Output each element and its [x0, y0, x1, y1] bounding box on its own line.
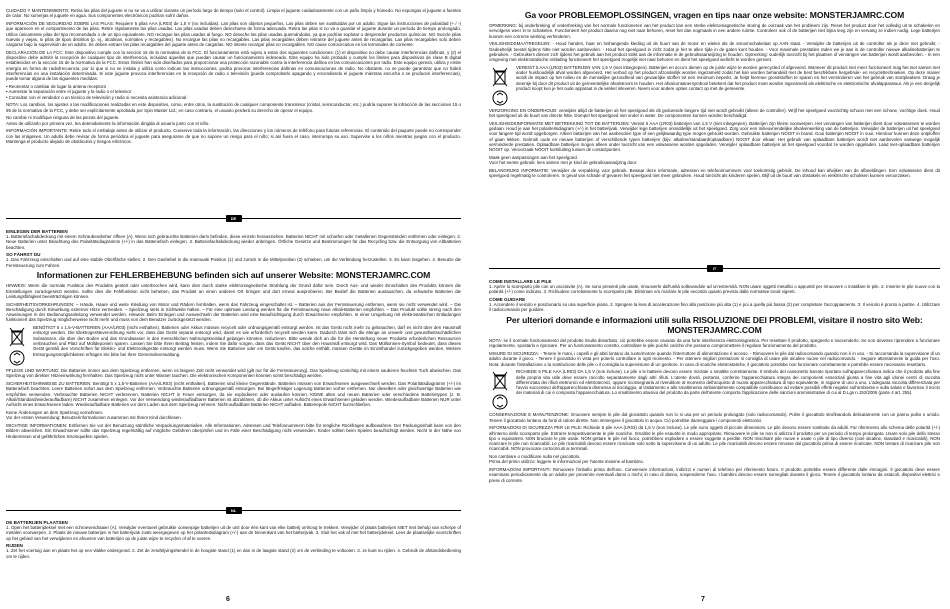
driving-it: 1. Accendere il veicolo e posizionarlo su una superficie piana. 2. Spingere la leva di accelerazione fino alla posizione più alta (1) e poi a quella più bassa (2) per completare l'accoppiamento. 3. Il veicolo è pronto a partire. 4. Utilizzare il radiocomando per guidare. [489, 301, 940, 313]
battery-recycle-icon [9, 350, 25, 366]
care-maintenance-es: CUIDADO Y MANTENIMIENTO: Retira las pilas del juguete si no se va a utilizar durante un período largo de tiempo (solo el control). Limpia el juguete cuidadosamente con un paño limpio y húmedo. No expongas el juguete a fuentes de calor. No sumerjas el juguete en agua. Sus componentes electrónicos podrían sufrir daños. [6, 8, 461, 19]
safety-nl: VEILIGHEIDSMAATREGELEN: - Houd handen, haar en loshangende kleding uit de buurt van de motor en wielen als de stroomschakelaar op AAN staat. - Verwijder de batterijen uit de controller als je deze niet gebruikt. - Gedeeltelijk toestel tijdens hitte niet worden aanbevolen. - Houd het speelgoed in zicht zodat je het te allen tijde in de gaten kunt houden. - Voor maximale prestaties raden we je aan in de controller nieuwe alkalinebatterijen te gebruiken. - Gebruikers dienen zich tijdens het gebruik aan het product strikt aan de informatie in de gebruiksaanwijzing te houden. Opmerking: ouderlijk toezicht bij het plaatsen of vervangen van batterijen wordt aanbevolen. - In een omgeving met elektrostatische ontlading functioneert het speelgoed mogelijk niet naar behoren en dient het speelgoed wellicht te worden gereset. [489, 41, 940, 63]
safety-it: MISURE DI SICUREZZA: - Tenere le mani, i capelli e gli abiti lontano da ruote/motore quando l'interruttore di alimentazione è acceso. - Rimuovere le pile dal radiocomando quando non è in uso. - Si raccomanda la supervisione di un adulto durante il gioco. - Tenere il giocattolo in vista per poterlo controllare in ogni momento. - Per ottenere migliori prestazioni si consiglia di usare pile alcaline nuove nel radiocomando. - Seguire attentamente la guida per l'uso. Nota: durante l'installazione o la sostituzione delle pile o il consiglia la supervisione di un genitore. In caso di scariche elettrostatiche, il giocattolo potrebbe non funzionare correttamente e potrebbe essere necessario resettarlo. [489, 350, 940, 367]
page-number-left: 6 [226, 596, 230, 603]
first-use-de: Keine Änderungen an dem Spielzeug vornehmen. Vor der ersten Verwendung: Benutzerinformationen zusammen mit Ihrem Kind durchlesen. [6, 409, 182, 421]
section-heading: COME INSTALLARE LE PILE [489, 279, 552, 284]
troubleshooting-title-nl: Ga voor PROBLEEMOPLOSSINGEN, vragen en tips naar onze website: MONSTERJAMRC.COM [524, 10, 905, 20]
battery-disposal-it: RICHIEDE 5 PILE AAA (LR03) DA 1,5 V (non incluse). Le pile o le batterie devono essere riciclate o smaltite correttamente. Il simbolo del cassonetto barrato riportato sull'apparecchiatura indica che il prodotto alla fine della propria vita utile deve essere raccolto separatamente dagli altri rifiuti. L'utente dovrà, pertanto, conferire l'apparecchiatura integra dei componenti essenziali giunta a fine vita agli idonei centri di raccolta differenziata dei rifiuti elettronici ed elettrotecnici, oppure riconsegnarla al rivenditore al momento dell'acquisto di nuova apparecchiatura di tipo equivalente, in ragione di uno a uno. L'adeguata raccolta differenziata per l'avvio successivo dell'apparecchiatura dismessa al riciclaggio, al trattamento e allo smaltimento ambientalmente compatibile contribuisce ad evitare possibili effetti negativi sull'ambiente e sulla salute e favorisce il riciclo dei materiali di cui è composta l'apparecchiatura. Lo smaltimento abusivo del prodotto da parte dell'utente comporta l'applicazione delle sanzioni amministrative di cui al D.Lgs n.152/2006 (parte 4 art. 255). [516, 369, 940, 396]
dutch-section-start [6, 519, 461, 561]
battery-recycle-icon [492, 90, 508, 106]
page-7 [475, 0, 950, 609]
section-heading: DE BATTERIJEN PLAATSEN [6, 520, 68, 525]
language-badge-nl: NL [226, 507, 242, 514]
safety-de: SICHERHEITSVORKEHRUNGEN: – Hände, Haare und weite Kleidung von Motor und Rädern fernhalten, wenn das Fahrzeug eingeschaltet ist. – Batterien aus der Fernsteuerung entfernen, wenn sie nicht verwendet wird. – Die Beschädigung durch Einwirkung extremer Hitze vermeiden. – Spielzeug stets in Sichtweite halten. – Für eine optimale Leistung werden für die Fernsteuerung neue Alkali-Batterien empfohlen. – Das Produkt sollte streng nach den Anweisungen in der Bedienungsanleitung verwendet werden. Hinweis: Beim Einlegen und Auswechseln der Batterien wird eine Beaufsichtigung durch Erwachsene empfohlen. In einer Umgebung mit elektrostatischen Entladungen funktioniert das Spielzeug möglicherweise nicht mehr und muss von dem Benutzer zurückgesetzt werden. [6, 301, 461, 323]
care-it: CONSERVAZIONE E MANUTENZIONE: rimuovere sempre le pile dal giocattolo quando non lo si usa per un periodo prolungato (solo radiocomando). Pulire il giocattolo strofinandolo delicatamente con un panno pulito e umido. Tenere il giocattolo lontano da fonti di calore dirette. Non immergere il giocattolo in acqua. Ciò potrebbe danneggiare i componenti elettronici. [489, 412, 940, 423]
important-info-nl: BELANGRIJKE INFORMATIE: Verwijder de verpakking voor gebruik. Bewaar deze informatie, adressen en telefoonnummers voor toekomstig gebruik. De inhoud kan afwijken van de afbeeldingen. Een volwassene dient dit speelgoed regelmatig te controleren. In geval van schade of gevaren het speelgoed niet meer gebruiken. Houd toezicht als kinderen spelen. Blijf uit de buurt van obstakels en elektrische schokken kunnen veroorzaken. [489, 168, 940, 179]
dutch-section-continued [489, 8, 940, 181]
section-heading: EINLEGEN DER BATTERIEN [6, 229, 68, 234]
battery-safety-es: INFORMACIÓN DE SEGURIDAD SOBRE LAS PILAS: Requiere 5 pilas AAA (LR03) de 1,5 V (no incluidas). Las pilas son objetos pequeños. Las pilas deben ser sustituidas por un adulto. Sigue las instrucciones de polaridad (+ / -) que aparecen en el compartimento de las pilas. Retire rápidamente las pilas usadas. Las pilas usadas deben desecharse de forma adecuada. Retira las pilas si no va a guardar el juguete durante un período de tiempo prolongado. Utilice únicamente pilas del tipo recomendado o de un tipo equivalente. NO recargue las pilas usadas al fuego. NO deseche las pilas usadas quemándolas, ya que podrían explotar o desprender productos químicos. NO mezcle pilas nuevas y viejas, ni pilas de tipos distintos (p. ej., alcalinas, normales y recargables). No recargue las pilas no recargables. Las pilas recargables deben retirarse del juguete antes de recargarlas. Las pilas recargables solo deben cargarse bajo la supervisión de un adulto. Se deben extraer las pilas recargables del juguete antes de cargarlas. NO intente recargar pilas no recargables. NO cause cortocircuitos en los terminales de corriente. [6, 20, 461, 48]
battery-install-de: 1. Batteriefachabdeckung mit einem Schraubendreher öffnen (A). Wenn sich gebrauchte Batterien darin befinden, diese einzeln herausziehen. Batterien NICHT mit scharfen oder metallenen Gegenständen entfernen oder einlegen. 2. Neue Batterien unter Beachtung des Polaritätsdiagramms (+/-) in das Batteriefach einlegen. 3. Batteriefachabdeckung wieder anbringen. Örtliche Gesetze und Bestimmungen für das Recycling bzw. die Entsorgung von Altbatterien beachten. [6, 234, 461, 250]
section-heading: RIJDEN [6, 543, 23, 549]
italian-section [489, 278, 940, 485]
battery-disposal-block-de [6, 325, 461, 366]
driving-nl: 1. Zet het voertuig aan en plaats het op een vlakke ondergrond. 2. Zet de zendtrijvingshendel in de hoogste stand (1) en dan in de laagste stand (2) om de verbinding te voltooien. 3. Je kunt nu rijden. 4. Gebruik de afstandsbediening om te rijden. [6, 548, 461, 559]
crossed-bin-icon [491, 67, 509, 87]
note-nl: OPMERKING: bij onderbreking of onderbreking van het normale functioneren van het product kan een sterke elektromagnetische storing de oorzaak van het probleem zijn. Reset het product door het volledig uit te schakelen en vervolgens weer in te schakelen. Functioneert het product daarna nog niet naar behoren, reset het dan nogmaals in een andere ruimte. Controleer ook of de batterijen niet bijna leeg zijn en vervang ze indien nodig. Lege batterijen kunnen een correcte werking verhinderen. [489, 23, 940, 39]
crossed-bin-icon [491, 371, 509, 391]
battery-recycle-icon [492, 394, 508, 410]
care-nl: VERZORGING EN ONDERHOUD: verwijder altijd de batterijen uit het speelgoed als dit gedurende langere tijd niet wordt gebruikt (alleen de controller). Wrijf het speelgoed voorzichtig schoon met een schone, vochtige doek. Houd het speelgoed uit de buurt van directe hitte. Dompel het speelgoed niet onder in water. De componenten kunnen worden beschadigd. [489, 107, 940, 119]
crossed-bin-icon [8, 327, 26, 347]
first-use-es: No cambie ni modifique ninguna de las piezas del juguete. Antes de utilizarlo por primera vez, lea detenidamente la información dirigida al usuario junto con el niño. [6, 115, 210, 126]
important-info-es: INFORMACIÓN IMPORTANTE: Retire todo el embalaje antes de utilizar el producto. Conserve toda la información, las direcciones y los números de teléfono para futuras referencias. El contenido del paquete puede no corresponder con las imágenes. Un adulto debe revisar de forma periódica el juguete para asegurarse de que no supone un riesgo para el niño; si así fuera el caso, interrumpa su uso. Supervise a los niños mientras juegan con el producto. Mantenga el producto alejado de obstáculos y riesgos eléctricos. [6, 128, 461, 144]
battery-install-nl: 1. Open het batterijdeksel met een schroevendraaier (A). Verwijder eventueel gebruikte oorwerpige batterijen uit de unit door één kant van elke batterij omhoog te trekken. Verwijder of plaats batterijen NIET met behulp van scherpe of metalen voorwerpen. 2. Plaats de nieuwe batterijen in het batterijvak zoals weergegeven op het polariteitsdiagram (+/-) aan de binnenkant van het batterijvak. 3. Sluit het vak af met het batterijdeksel. Lees de plaatselijke voorschriften op het gebied van het verwijderen en afvoeren van batterijen op de juiste wijze te recyclen of af te voeren. [6, 525, 461, 541]
fcc-measures-es: • Reorientar o cambiar de lugar la antena receptora • Aumentar la separación entre el juguete y la radio o el televisor • Consultar con el vendedor o un técnico de televisión y radio si necesita asistencia adicional. [6, 84, 188, 100]
important-info-de: WICHTIGE INFORMATIONEN: Entfernen Sie vor der Benutzung sämtliche Verpackungsmaterialien. Alle Informationen, Adressen und Telefonnummern bitte für mögliche Rückfragen aufbewahren. Der Packungsinhalt kann von den Bildern abweichen. Ein Erwachsener sollte das Spielzeug regelmäßig auf mögliche Gefahren überprüfen und im Falle einer Beschädigung nicht verwenden. Kinder sollten beim Spielen beaufsichtigt werden. Nicht in der Nähe von Hindernissen und gefährlichen Stromquellen spielen. [6, 422, 461, 439]
care-de: PFLEGE UND WARTUNG: Die Batterien immer aus dem Spielzeug entfernen, wenn es längere Zeit nicht verwendet wird (gilt nur für die Fernsteuerung). Das Spielzeug vorsichtig mit einem sauberen feuchten Tuch abwischen. Das Spielzeug von direkter Hitzeeinwirkung fernhalten. Das Spielzeug nicht unter Wasser tauchen. Die elektronischen Komponenten könnten sonst beschädigt werden. [6, 368, 461, 379]
first-use-it: Non cambiare o modificare nulla nel giocattolo. Prima del primo utilizzo: leggere le informazioni per l'utente insieme al bambino. [489, 454, 645, 465]
german-section [6, 228, 461, 441]
fcc-declaration-es: DECLARACIÓN DE LA FCC: Este dispositivo cumple con la sección 15 de la normativa de la FCC. El funcionamiento está sujeto a estas dos siguientes condiciones: (1) el dispositivo no debe causar interferencias dañinas, y (2) el dispositivo debe admitir la recepción de cualquier tipo de interferencia, incluidas aquellas que puedan causar un funcionamiento indeseado. Este equipo ha sido probado y cumple los límites para dispositivos de clase B digital establecidos en la sección 15 de la normativa de la FCC. Estos límites han sido diseñados para proporcionar una protección razonable contra la interferencia dañina en las comunicaciones por radio. Este equipo genera, utiliza y emite energía en forma de radiofrecuencia, por lo que si no se instala y utiliza como indican las instrucciones, podría provocar interferencias dañinas en comunicaciones de radio. No obstante, no se puede garantizar que no habrá interferencias en una instalación determinada. Si este juguete provoca interferencias en la recepción de radio o televisión (puede comprobarlo apagando y encendiendo el juguete mientras escucha o se producen interferencias), puede tomar alguna de las siguientes medidas: [6, 49, 461, 82]
battery-disposal-de: BENÖTIGT 5 x 1,5-V-BATTERIEN (AAA/LR03) (nicht enthalten). Batterien oder Akkus müssen recycelt oder ordnungsgemäß entsorgt werden. Ist das Gerät nicht mehr zu gebrauchen, darf es nicht über den Hausmüll entsorgt werden. Die Elektrogeräteverordnung sieht vor, dass das Gerät separat entsorgt wird, damit es wie erforderlich recycelt werden kann. Dadurch lässt sich die Menge an umwelt- und gesundheitsschädlichen Substanzen, die über den Boden und das Grundwasser in den menschlichen Nahrungskreislauf gelangen könnten, reduzieren. Bitte wende dich an die für die Herstellung neuer Produkte erforderlichen Ressourcen verbrauchen und Platz auf Mülldeponien sparen. Lassen Sie bitte Ihren Beitrag leisten, indem Sie dafür sorgen, dass das Gerät NICHT über den Hausmüll entsorgt wird. Das Mülltonnen-Symbol bedeutet, dass dieses Gerät gemäß den Vorschriften für Elektro- und Elektronikgeräte entsorgt werden muss. Wenn Sie Batterien oder ein Gerät kaufen, das solche enthält, müssen Geräte im Einzelhandel zurückgegeben werden. Weitere Entsorgungsmöglichkeiten erfragen Sie bitte bei Ihrer Gemeindeverwaltung. [33, 325, 461, 357]
language-badge-de: DE [226, 215, 242, 222]
battery-install-it: 1. Aprire lo scomparto pile con un cacciavite (A). Se sono presenti pile usate, rimuoverle dall'unità sollevandole ad un'estremità. NON usare oggetti metallici o appuntiti per rimuovere o installare le pile. 2. Inserire le pile nuove con la polarità (+/-) come indicato. 3. Richiudere correttamente lo scomparto pile. Eliminare e/o riciclare le pile secondo quanto previsto dalle normative locali vigenti. [489, 284, 940, 295]
fcc-note-es: NOTA: Los cambios, los ajustes o las modificaciones realizadas en este dispositivo, como, entre otros, la sustitución de cualquier componente transmisor (cristal, semiconductor, etc.) podría suponer la infracción de las secciones 15 o 95 de la normativa de la FCC, y debe ser explícitamente aprobada por Spin Master Ltd.; en caso contrario, el usuario perderá su derecho de operar el equipo. [6, 102, 461, 113]
troubleshooting-title-de: Informationen zur FEHLERBEHEBUNG befinden sich auf unserer Website: MONSTERJAMRC.COM [36, 270, 431, 281]
battery-safety-de: SICHERHEITSHINWEISE ZU BATTERIEN: Benötigt 5 x 1,5-V-Batterien (AAA/LR03) (nicht enthalten). Batterien sind kleine Gegenstände. Batterien müssen von Erwachsenen ausgewechselt werden. Das Polaritätsdiagramm (+/-) im Batteriefach beachten. Leere Batterien sofort aus dem Spielzeug entfernen. Verbrauchte Batterien ordnungsgemäß entsorgen. Bei längerfristiger Lagerung Batterien vorher entfernen. Nur dieselben oder gleichwertige Batterien wie empfohlen verwenden. Verbrauchte Batterien NICHT verbrennen. Batterien NICHT in Feuer entsorgen, da sie explodieren oder auslaufen können. KEINE alten und neuen Batterien oder verschiedene Batterietypen (z. B. Alkali/Standard/wiederaufladbare) NICHT zusammen einlegen. Vor der Verwendung wiederaufladbarer Batterien ist abzuklären, ob die Akkus unter Aufsicht eines Erwachsenen geladen werden. Wiederaufladbare Batterien NUR unter Aufsicht eines Erwachsenen laden. Wiederaufladbare Batterien vor dem Laden aus dem Spielzeug nehmen. Nicht-aufladbare Batterien NICHT aufladen. Batteriepole NICHT kurzschließen. [6, 381, 461, 408]
section-heading: SO FÄHRST DU [6, 252, 41, 258]
spanish-section [6, 8, 461, 147]
section-heading: COME GUIDARE [489, 296, 526, 302]
note-de: HINWEIS: Wenn die normale Funktion des Produkts gestört oder unterbrochen wird, kann dies durch starke elektromagnetische Strahlung der Grund dafür sein. Durch Aus- und wieder Einschalten des Produkts können die Einstellungen zurückgesetzt werden. Sollte dies die Fehlfunktion nicht beheben, das Produkt an einen anderen Ort bringen und dort erneut ausprobieren. Bei Bedarf die Batterien austauschen, da schwache Batterien die Leistungsfähigkeit beeinträchtigen können. [6, 283, 461, 299]
language-badge-it: IT [707, 265, 723, 272]
battery-disposal-nl: VEREIST 5 AAA (LR03) BATTERIJEN VAN 1,5 V (niet inbegrepen). Batterijen en accu's dienen op de juiste wijze te worden gerecycled of afgevoerd. Wanneer dit product niet meer functioneert mag het niet samen met ander huishoudelijk afval worden afgevoerd. Het verbod op het product afzonderlijk worden ingezameld zodat het kan worden behandeld met de best beschikbare hergebruik- en recyclettechnieken. Op deze manier wordt de impact op het milieu en de menselijke gezondheid van gevaarlijke stoffen tot een minimum beperkt. Je helpt hiermee grondstoffen te sparen en het verminderen van het gebruik van stortplaatsen. Draag je steentje bij door dit product uit de gemeentelijke afvalstroom te houden. Het afvalcontainersymbool betekent dat het product moet worden ingezameld als elektrische en elektronische afvalapparatuur. Als je een dergelijk product koopt kun je het oude apparaat in de winkel inleveren. Neem voor andere opties contact op met de gemeente. [516, 64, 940, 92]
first-use-nl: Maak geen aanpassingen aan het speelgoed. Voor het eerste gebruik: lees samen met je kind de gebruiksaanwijzing door. [489, 155, 638, 166]
troubleshooting-title-it: Per ulteriori domande e informazioni utili sulla RISOLUZIONE DEI PROBLEMI, visitare il nostro sito Web: MONSTERJAMRC.COM [506, 314, 923, 335]
important-info-it: INFORMAZIONI IMPORTANTI: Rimuovere l'imballo prima dell'uso. Conservare informazioni, indirizzi e numeri di telefono per riferimento futuro. Il prodotto potrebbe essere differente dalle immagini. Il giocattolo deve essere esaminato periodicamente da un adulto per prevenire eventuali danni o rischi; in caso di danno, sospenderne l'uso. I bambini devono essere sorvegliati durante il gioco. Tenere il giocattolo lontano da ostacoli, dispositivi elettrici e prese di corrente. [489, 467, 940, 483]
battery-disposal-block-nl [489, 65, 940, 106]
note-it: NOTA: se il normale funzionamento del prodotto risulta disturbato, ciò potrebbe essere causato da una forte interferenza elettromagnetica. Per resettare il prodotto, spegnerlo e riaccenderlo. Se non dovesse riprendere a funzionare regolarmente, spostarlo e riprovare. Per un funzionamento corretto, controllare le pile poiché cariche che possono compromettere il regolare funzionamento del prodotto. [489, 337, 940, 349]
battery-safety-it: INFORMAZIONI DI SICUREZZA PER LE PILE: Richiede 5 pile AAA (LR03) da 1,5 V (non incluse). Le pile sono oggetti di piccole dimensioni. Le pile devono essere sostituite da adulti. Far riferimento allo schema delle polarità (+/-) all'interno dello scomparto pile. Estrarre tempestivamente le pile scariche. Smaltire le pile esaurite in modo appropriato. Rimuovere le pile se non si utilizza il prodotto per un periodo di tempo prolungato. Usare solo pile dello stesso tipo o equivalenti. NON bruciare le pile usate. NON gettare le pile nel fuoco, potrebbero esplodere o essere soggette a perdite. NON mischiare pile nuove e usate o pile di tipo diverso (cioè alcaline, standard e ricaricabili). NON ricaricare le pile non ricaricabili. Le pile ricaricabili devono essere ricaricate solo sotto la supervisione di un adulto. Le pile ricaricabili devono essere rimosse dal giocattolo prima di essere ricaricate. NON tentare di ricaricare pile non ricaricabili. NON provocare cortocircuiti ai terminali. [489, 425, 940, 452]
page-number-right: 7 [701, 596, 705, 603]
battery-disposal-block-it [489, 369, 940, 410]
driving-de: 1. Das Fahrzeug einschalten und auf eine stabile Oberfläche stellen. 2. Den Gashebel in die mannuale Position (1) und zurück in die Mittelposition (2) schieben, um die Verbindung herzustellen. 3. Es kann losgehen. 4. Benutze die Fernsteuerung zum Fahren. [6, 257, 461, 268]
battery-safety-nl: VEILIGHEIDSINFORMATIE MET BETREKKING TOT DE BATTERIJEN: Vereist 5 AAA (LR03) batterijen van 1,5 V (niet inbegrepen). Batterijen zijn kleine voorwerpen. Het vervangen van batterijen dient door volwassenen te worden gedaan. Houd je aan het polariteitsdiagram (+/-) in het batterijvak. Verwijder lege batterijen onmiddellijk uit het speelgoed. Zorg voor een milieuvriendelijke afvalverwerking van de batterijen. Verwijder de batterijen uit het speelgoed voor langere tijd wordt opgeborgen. Alleen batterijen van het aanbevolen type of een gelijkwaardig type mogen gebruikt worden. Gebruikte batterijen NOOIT in brand. Gooi batterijen NOOIT in vuur. Hierdoor kunnen deze ontploffen of gaan lekken. Gebruik oude en nieuwe batterijen of verschillende typen batterijen (bijv. alkaline/standaard/oplaadbare) NOOIT door elkaar. Het gebruik van oplaadbare batterijen wordt niet aanbevolen vanwege mogelijk verminderde prestaties. Oplaadbare batterijen mogen alleen onder toezicht van een volwassene worden opgeladen. Verwijder oplaadbare batterijen uit het speelgoed voordat ze worden opgeladen. Laad niet-oplaadbare batterijen NOOIT op. Veroorzaak NOOIT kortsluiting tussen de contactpunten. [489, 120, 940, 153]
